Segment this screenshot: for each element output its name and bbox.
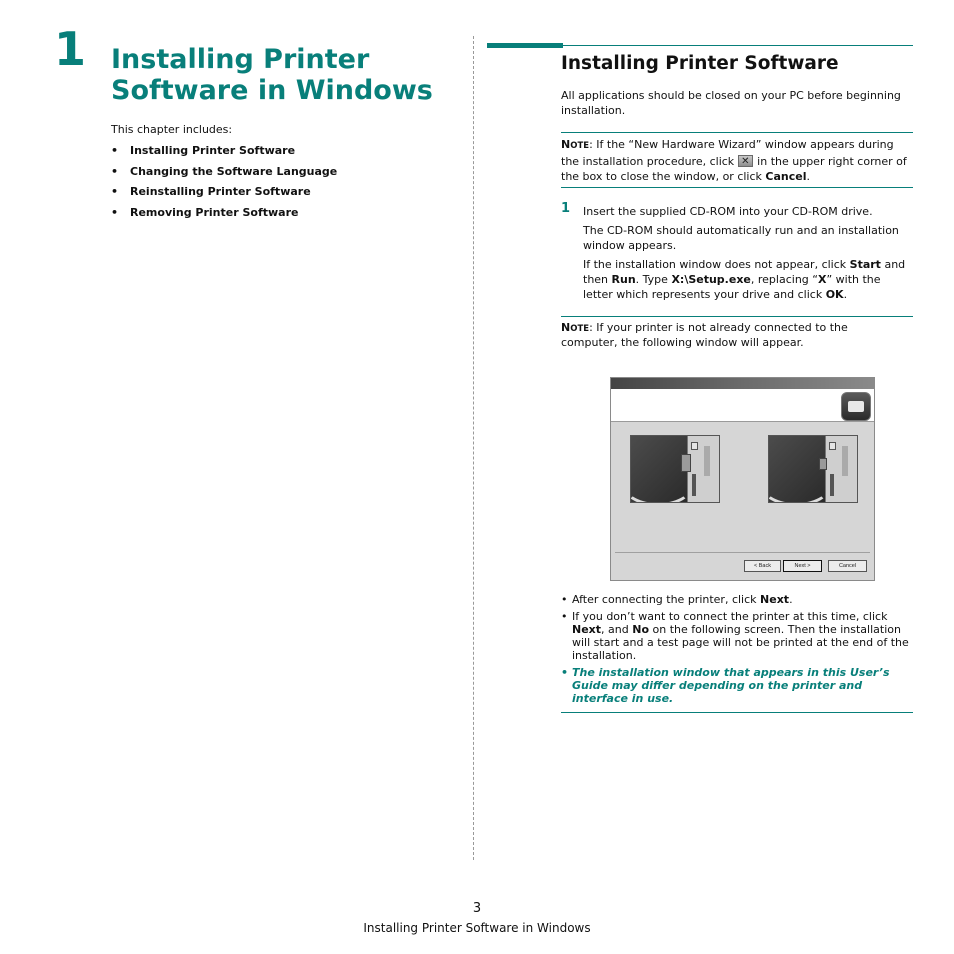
bullet-icon: •	[561, 666, 569, 679]
column-divider	[473, 36, 474, 860]
chapter-title-line2: Software in Windows	[111, 75, 433, 106]
list-item: • If you don’t want to connect the printer at this time, click Next, and No on the following screen. Then the installation will start and a test page will not be printed at the end of the installation.	[561, 610, 909, 662]
page-number: 3	[472, 901, 482, 916]
note-label: NOTE	[561, 321, 590, 334]
window-separator	[615, 552, 870, 553]
note-rule-bottom	[561, 187, 913, 188]
usb-cable-image	[768, 435, 858, 503]
section-intro: All applications should be closed on your PC before beginning installation.	[561, 89, 901, 117]
note-connect-printer: NOTE: If your printer is not already connected to the computer, the following window will appear.	[561, 321, 848, 349]
step-content: Insert the supplied CD-ROM into your CD-ROM drive. The CD-ROM should automatically run and an installation window appears. If the installation window does not appear, click Start and then Run. Type X:\Setup.exe, replacing “X” with the letter which represents your drive and click OK.	[583, 205, 906, 301]
chapter-includes-label: This chapter includes:	[111, 123, 233, 136]
window-header	[611, 389, 874, 422]
cancel-button[interactable]: Cancel	[828, 560, 867, 572]
list-item-highlight: • The installation window that appears in this User’s Guide may differ depending on the printer and interface in use.	[561, 666, 890, 705]
bullet-icon: •	[111, 206, 119, 220]
window-titlebar	[611, 378, 874, 389]
installer-window-screenshot	[610, 377, 875, 581]
chapter-number: 1	[54, 22, 87, 76]
bullet-icon: •	[561, 593, 568, 606]
bullet-icon: •	[111, 164, 119, 178]
toc-item[interactable]: • Removing Printer Software	[111, 206, 299, 220]
note-label: NOTE	[561, 138, 590, 151]
bullet-icon: •	[561, 610, 568, 623]
footer-title: Installing Printer Software in Windows	[363, 921, 591, 935]
toc-item[interactable]: • Reinstalling Printer Software	[111, 185, 311, 199]
section-end-rule	[561, 712, 913, 713]
section-title: Installing Printer Software	[561, 53, 839, 74]
printer-icon	[841, 392, 871, 421]
bullet-icon: •	[111, 185, 119, 199]
toc-item[interactable]: • Changing the Software Language	[111, 164, 338, 178]
chapter-toc	[111, 144, 337, 227]
parallel-cable-image	[630, 435, 720, 503]
section-rule	[563, 45, 913, 46]
note-rule-top	[561, 316, 913, 317]
note-new-hardware: NOTE: If the “New Hardware Wizard” window appears during the installation procedure, click✕ in the upper right corner of the box to close the window, or click Cancel.	[561, 137, 913, 184]
back-button[interactable]: < Back	[744, 560, 781, 572]
toc-item[interactable]: • Installing Printer Software	[111, 144, 296, 157]
bullet-icon: •	[111, 144, 119, 157]
chapter-title	[111, 44, 451, 106]
chapter-title-line1: Installing Printer	[111, 44, 370, 75]
step-number: 1	[561, 201, 571, 216]
note-rule-top	[561, 132, 913, 133]
close-icon	[738, 155, 753, 167]
section-rule-accent	[487, 43, 563, 48]
list-item: • After connecting the printer, click Next.	[561, 593, 793, 606]
next-button[interactable]: Next >	[783, 560, 822, 572]
